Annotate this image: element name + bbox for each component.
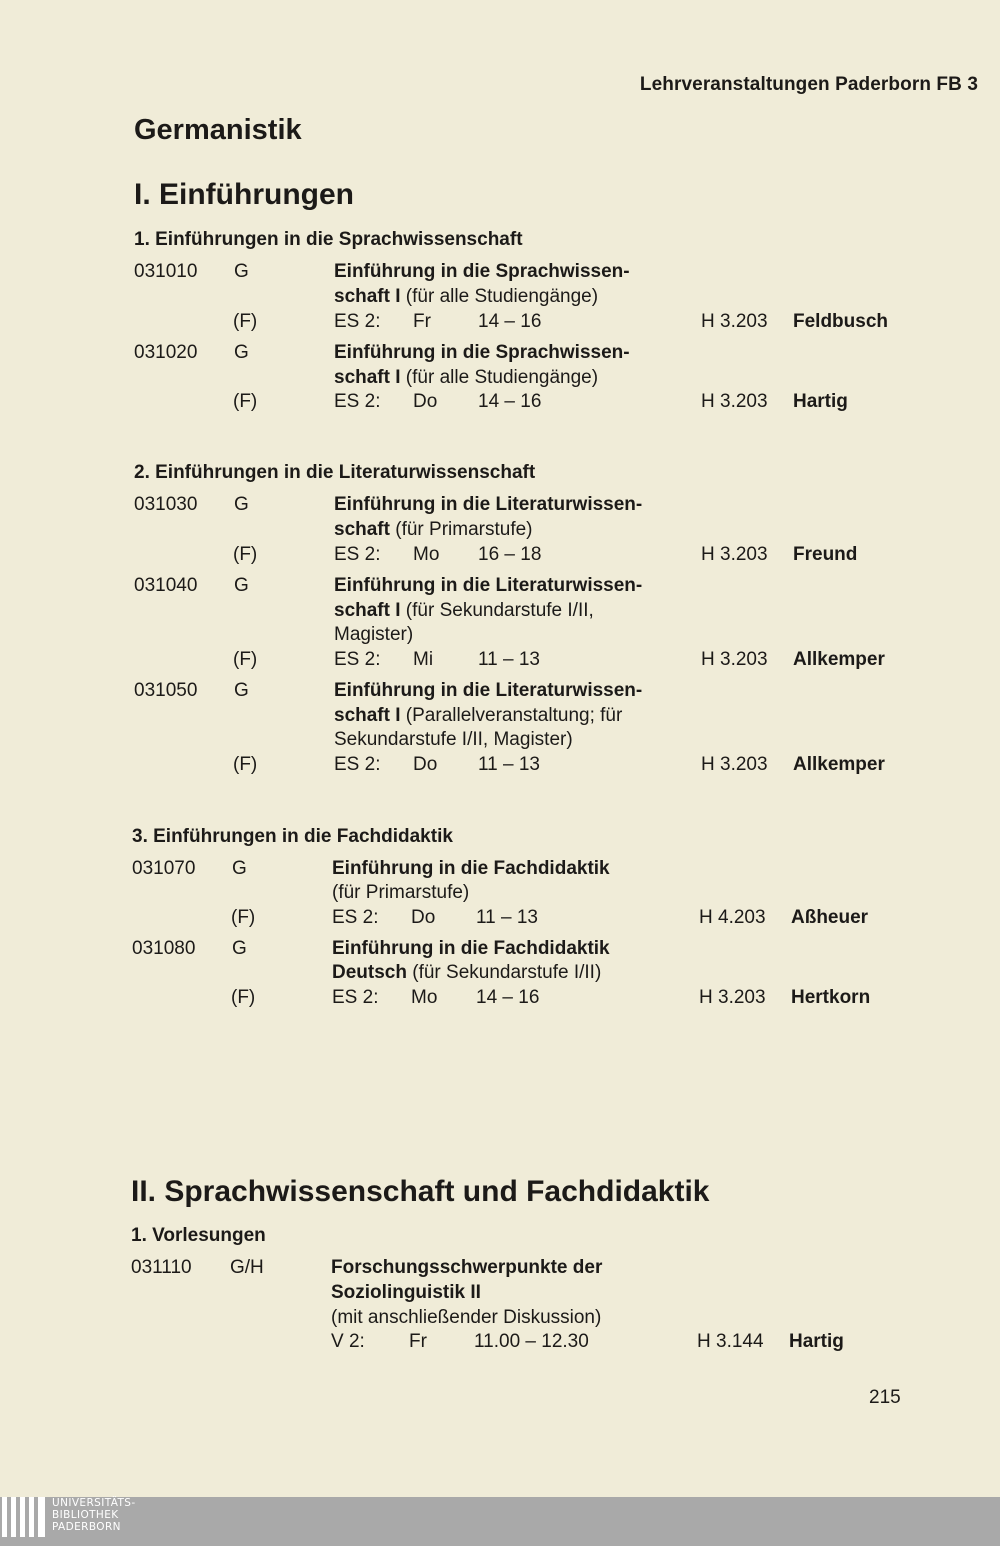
course-code: 031040 (134, 575, 198, 596)
course-title-cont: (für Primarstufe) (332, 882, 470, 903)
course-title-cont: (mit anschließender Diskussion) (331, 1307, 602, 1328)
course-es: ES 2: (334, 754, 381, 775)
course-day: Do (411, 907, 436, 928)
course-time: 11 – 13 (478, 649, 540, 670)
course-es: ES 2: (334, 649, 381, 670)
course-time: 11.00 – 12.30 (474, 1331, 589, 1352)
course-teacher: Hartig (789, 1331, 844, 1352)
course-type: G (232, 858, 247, 879)
course-code: 031070 (132, 858, 196, 879)
title-bold: schaft I (334, 367, 401, 388)
course-es: ES 2: (334, 391, 381, 412)
course-type: G (234, 494, 249, 515)
course-mark: (F) (233, 649, 258, 670)
course-room: H 3.203 (699, 987, 766, 1008)
course-es: ES 2: (334, 544, 381, 565)
course-code: 031110 (131, 1257, 192, 1278)
library-footer (0, 1497, 1000, 1546)
library-line3: PADERBORN (52, 1521, 121, 1533)
course-title: Einführung in die Literaturwissen- (334, 575, 643, 596)
sec1-heading: 1. Einführungen in die Sprachwissenschaft (134, 229, 523, 250)
title-bold: schaft I (334, 600, 401, 621)
course-time: 14 – 16 (478, 391, 542, 412)
page-number: 215 (869, 1387, 901, 1408)
course-title: Einführung in die Fachdidaktik (332, 938, 610, 959)
course-teacher: Allkemper (793, 754, 885, 775)
course-time: 14 – 16 (476, 987, 540, 1008)
course-type: G (234, 575, 249, 596)
course-mark: (F) (233, 754, 258, 775)
course-mark: (F) (233, 391, 258, 412)
library-line2: BIBLIOTHEK (52, 1509, 119, 1521)
course-es: V 2: (331, 1331, 365, 1352)
course-title-cont (334, 284, 598, 309)
course-title-cont (334, 598, 594, 623)
course-code: 031050 (134, 680, 198, 701)
course-title-cont: Sekundarstufe I/II, Magister) (334, 729, 573, 750)
course-title: Einführung in die Literaturwissen- (334, 680, 643, 701)
course-title: Einführung in die Fachdidaktik (332, 858, 610, 879)
course-title: Einführung in die Sprachwissen- (334, 261, 630, 282)
course-code: 031020 (134, 342, 198, 363)
course-type: G (234, 342, 249, 363)
title-bold: schaft (334, 519, 390, 540)
course-day: Mo (411, 987, 438, 1008)
course-code: 031010 (134, 261, 198, 282)
course-day: Do (413, 754, 438, 775)
course-title: Forschungsschwerpunkte der (331, 1257, 603, 1278)
course-title-cont (334, 517, 533, 542)
course-time: 11 – 13 (476, 907, 538, 928)
title-bold: schaft I (334, 286, 401, 307)
course-time: 16 – 18 (478, 544, 542, 565)
course-title: Einführung in die Literaturwissen- (334, 494, 643, 515)
course-day: Fr (409, 1331, 427, 1352)
part2-sec1-heading: 1. Vorlesungen (131, 1225, 266, 1246)
title-rest: (Parallelveranstaltung; für (400, 705, 623, 726)
sec2-heading: 2. Einführungen in die Literaturwissenschaft (134, 462, 536, 483)
course-title-cont (334, 365, 598, 390)
course-type: G (234, 261, 249, 282)
library-line1: UNIVERSITÄTS- (52, 1497, 136, 1509)
course-es: ES 2: (334, 311, 381, 332)
course-mark: (F) (231, 987, 256, 1008)
title-bold: Deutsch (332, 962, 407, 983)
course-teacher: Hertkorn (791, 987, 871, 1008)
course-teacher: Hartig (793, 391, 848, 412)
title-rest: (für Sekundarstufe I/II, (400, 600, 594, 621)
course-time: 11 – 13 (478, 754, 540, 775)
course-es: ES 2: (332, 907, 379, 928)
running-head: Lehrveranstaltungen Paderborn FB 3 (639, 74, 978, 95)
course-day: Fr (413, 311, 431, 332)
course-title-cont (334, 703, 622, 728)
course-code: 031030 (134, 494, 198, 515)
course-room: H 3.144 (697, 1331, 764, 1352)
course-code: 031080 (132, 938, 196, 959)
course-title-cont: Magister) (334, 624, 414, 645)
course-day: Mi (413, 649, 434, 670)
course-room: H 3.203 (701, 649, 768, 670)
course-room: H 4.203 (699, 907, 766, 928)
title-rest: (für alle Studiengänge) (400, 367, 599, 388)
part1-heading: I. Einführungen (134, 178, 354, 211)
course-type: G (234, 680, 249, 701)
course-teacher: Freund (793, 544, 858, 565)
course-day: Mo (413, 544, 440, 565)
part2-heading: II. Sprachwissenschaft und Fachdidaktik (131, 1175, 710, 1208)
course-room: H 3.203 (701, 754, 768, 775)
course-type: G (232, 938, 247, 959)
course-mark: (F) (231, 907, 256, 928)
course-teacher: Allkemper (793, 649, 885, 670)
course-time: 14 – 16 (478, 311, 542, 332)
course-day: Do (413, 391, 438, 412)
course-room: H 3.203 (701, 311, 768, 332)
title-rest: (für Primarstufe) (389, 519, 533, 540)
course-type: G/H (230, 1257, 264, 1278)
title-bold: schaft I (334, 705, 401, 726)
course-teacher: Feldbusch (793, 311, 889, 332)
sec3-heading: 3. Einführungen in die Fachdidaktik (132, 826, 453, 847)
library-name (52, 1497, 136, 1533)
course-title-cont: Soziolinguistik II (331, 1282, 481, 1303)
title-rest: (für Sekundarstufe I/II) (406, 962, 602, 983)
library-logo-icon (0, 1497, 48, 1546)
title-rest: (für alle Studiengänge) (400, 286, 599, 307)
course-teacher: Aßheuer (791, 907, 869, 928)
course-mark: (F) (233, 544, 258, 565)
course-title: Einführung in die Sprachwissen- (334, 342, 630, 363)
course-room: H 3.203 (701, 391, 768, 412)
course-room: H 3.203 (701, 544, 768, 565)
page-title: Germanistik (134, 114, 302, 146)
course-es: ES 2: (332, 987, 379, 1008)
course-mark: (F) (233, 311, 258, 332)
course-title-cont (332, 960, 601, 985)
